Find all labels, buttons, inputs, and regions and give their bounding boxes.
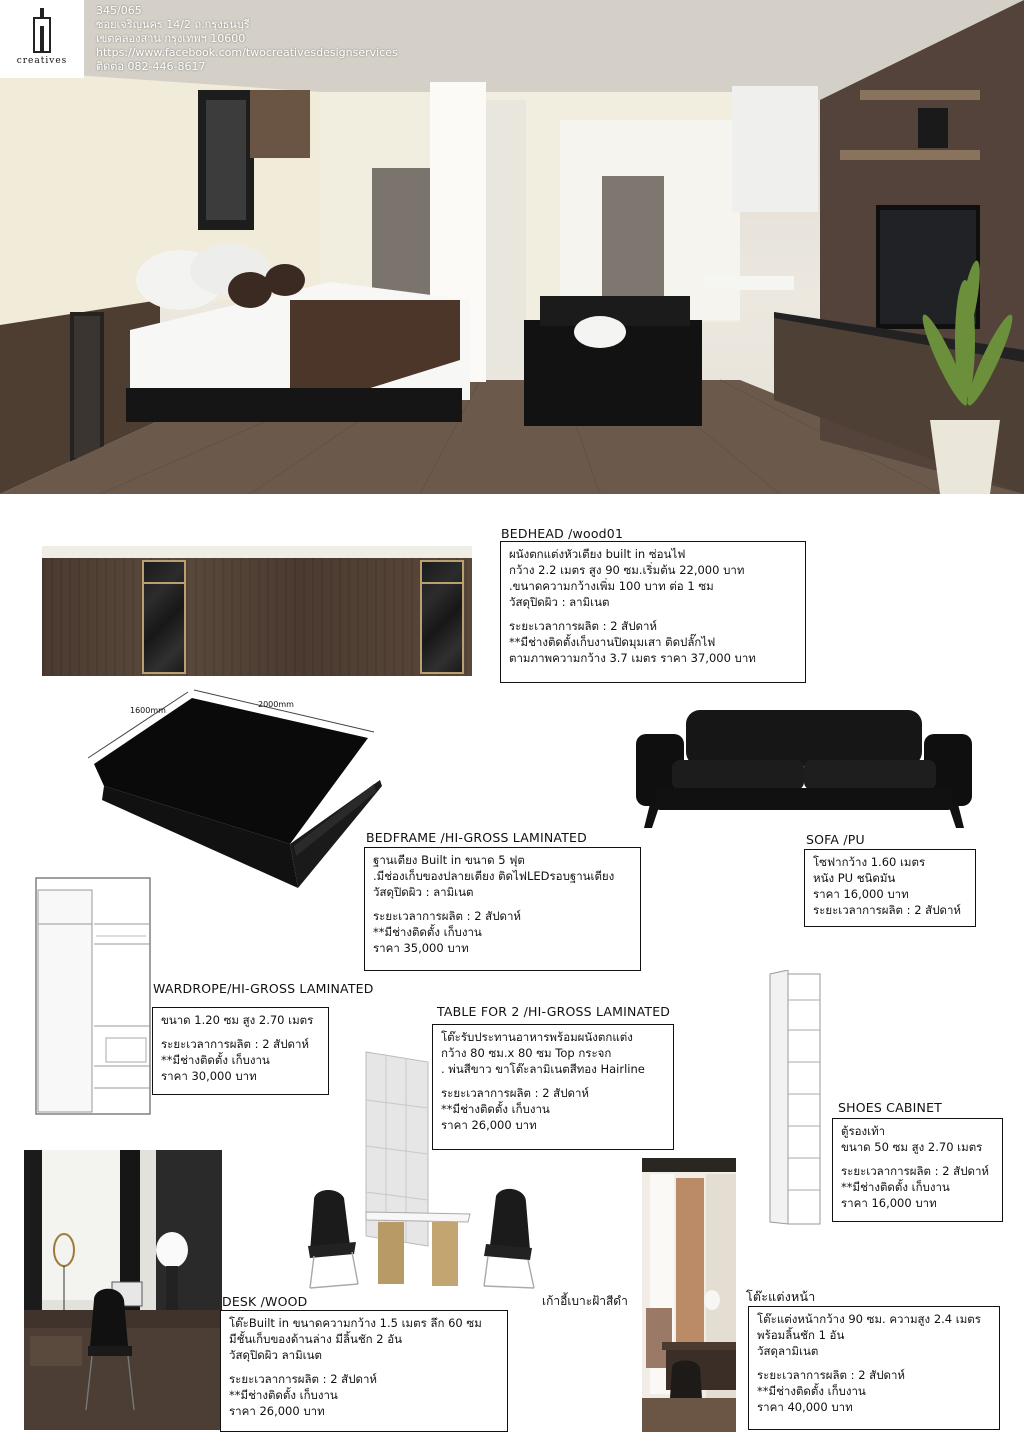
- sofa-icon: [636, 704, 972, 830]
- dining-set-image: [300, 1046, 540, 1292]
- bedframe-width-label: 1600mm: [130, 706, 166, 715]
- spec-line: ระยะเวลาการผลิต : 2 สัปดาห์: [757, 1368, 905, 1382]
- spec-line: โต๊ะรับประทานอาหารพร้อมผนังตกแต่ง: [441, 1030, 633, 1044]
- shoes-cabinet-drawing: [768, 970, 824, 1228]
- phone-line: ติดต่อ 082-446-8617: [96, 60, 206, 73]
- spec-line: **มีช่างติดตั้ง เก็บงาน: [757, 1384, 866, 1398]
- spec-line: ฐานเตียง Built in ขนาด 5 ฟุต: [373, 853, 525, 867]
- bedhead-panel-image: [42, 546, 472, 676]
- spec-line: **มีช่างติดตั้งเก็บงานปิดมุมเสา ติดปลั๊กไฟ: [509, 635, 716, 649]
- spec-line: ราคา 16,000 บาท: [841, 1196, 937, 1210]
- spec-line: โต๊ะแต่งหน้ากว้าง 90 ซม. ความสูง 2.4 เมตร: [757, 1312, 981, 1326]
- desk-spec-box: [220, 1310, 508, 1432]
- bedframe-length-label: 2000mm: [258, 700, 294, 709]
- spec-line: **มีช่างติดตั้ง เก็บงาน: [161, 1053, 270, 1067]
- wardrobe-title: WARDROPE/HI-GROSS LAMINATED: [153, 981, 374, 996]
- tower-logo-icon: [28, 8, 56, 54]
- bedframe-drawing: [84, 676, 384, 894]
- spec-line: กว้าง 2.2 เมตร สูง 90 ซม.เริ่มต้น 22,000 บาท: [509, 563, 745, 577]
- bedhead-title: BEDHEAD /wood01: [501, 526, 624, 541]
- bedframe-3d-icon: [84, 676, 384, 894]
- spec-line: โต๊ะBuilt in ขนาดความกว้าง 1.5 เมตร ลึก 60 ซม: [229, 1316, 482, 1330]
- spec-line: ราคา 26,000 บาท: [229, 1404, 325, 1418]
- spec-line: ระยะเวลาการผลิต : 2 สัปดาห์: [161, 1037, 309, 1051]
- spec-line: ผนังตกแต่งหัวเตียง built in ซ่อนไฟ: [509, 547, 686, 561]
- bedhead-spec-box: [500, 541, 806, 683]
- spec-line: ตามภาพความกว้าง 3.7 เมตร ราคา 37,000 บาท: [509, 651, 756, 665]
- spec-line: **มีช่างติดตั้ง เก็บงาน: [373, 925, 482, 939]
- dining-table-icon: [300, 1046, 540, 1292]
- spec-line: วัสดุปิดผิว : ลามิเนต: [509, 595, 610, 609]
- desk-title: DESK /WOOD: [222, 1294, 308, 1309]
- address-line-3: เขตคลองสาน กรุงเทพฯ 10600: [96, 32, 246, 45]
- wardrobe-icon: [34, 876, 154, 1116]
- shoes-cabinet-spec-box: [832, 1118, 1003, 1222]
- desk-render: [24, 1150, 222, 1430]
- spec-line: .มีช่องเก็บของปลายเตียง ติดไฟLEDรอบฐานเตียง: [373, 869, 615, 883]
- spec-line: **มีช่างติดตั้ง เก็บงาน: [441, 1102, 550, 1116]
- spec-line: ระยะเวลาการผลิต : 2 สัปดาห์: [373, 909, 521, 923]
- spec-line: **มีช่างติดตั้ง เก็บงาน: [229, 1388, 338, 1402]
- shoes-cabinet-title: SHOES CABINET: [838, 1100, 943, 1115]
- spec-line: ตู้รองเท้า: [841, 1124, 886, 1138]
- spec-line: กว้าง 80 ซม.x 80 ซม Top กระจก: [441, 1046, 612, 1060]
- table-title: TABLE FOR 2 /HI-GROSS LAMINATED: [437, 1004, 671, 1019]
- vanity-photo: [642, 1158, 736, 1432]
- address-line-1: 345/065: [96, 4, 142, 17]
- spec-line: หนัง PU ชนิดมัน: [813, 871, 896, 885]
- spec-line: ระยะเวลาการผลิต : 2 สัปดาห์: [841, 1164, 989, 1178]
- spec-line: พร้อมลิ้นชัก 1 อัน: [757, 1328, 845, 1342]
- bedframe-spec-box: [364, 847, 641, 971]
- spec-line: ราคา 30,000 บาท: [161, 1069, 257, 1083]
- wardrobe-drawing: [34, 876, 154, 1116]
- vanity-title: โต๊ะแต่งหน้า: [746, 1289, 816, 1304]
- sofa-title: SOFA /PU: [806, 832, 865, 847]
- spec-line: **มีช่างติดตั้ง เก็บงาน: [841, 1180, 950, 1194]
- address-line-2: ซอยเจริญนคร 14/2 ถ.กรุงธนบุรี: [96, 18, 250, 31]
- bedframe-title: BEDFRAME /HI-GROSS LAMINATED: [366, 830, 587, 845]
- bedroom-render: [0, 0, 1024, 494]
- spec-line: ราคา 26,000 บาท: [441, 1118, 537, 1132]
- spec-line: มีชั้นเก็บของด้านล่าง มีลิ้นชัก 2 อัน: [229, 1332, 403, 1346]
- contact-info: [96, 4, 398, 74]
- room-render-image: [0, 0, 1024, 494]
- facebook-link[interactable]: https://www.facebook.com/twocreativesdesignservices: [96, 46, 398, 59]
- spec-line: ระยะเวลาการผลิต : 2 สัปดาห์: [229, 1372, 377, 1386]
- chair-caption: เก้าอี้เบาะฝ้าสีดำ: [542, 1294, 628, 1308]
- vanity-render: [642, 1158, 736, 1432]
- spec-line: วัสดุปิดผิว : ลามิเนต: [373, 885, 474, 899]
- spec-line: ระยะเวลาการผลิต : 2 สัปดาห์: [813, 903, 961, 917]
- desk-photo: [24, 1150, 222, 1430]
- spec-line: วัสดุลามิเนต: [757, 1344, 819, 1358]
- spec-line: . พ่นสีขาว ขาโต๊ะลามิเนตสีทอง Hairline: [441, 1062, 645, 1076]
- sofa-image: [636, 704, 972, 830]
- vanity-spec-box: [748, 1306, 1000, 1430]
- spec-line: ขนาด 50 ซม สูง 2.70 เมตร: [841, 1140, 983, 1154]
- spec-line: ระยะเวลาการผลิต : 2 สัปดาห์: [509, 619, 657, 633]
- spec-line: ขนาด 1.20 ซม สูง 2.70 เมตร: [161, 1013, 314, 1027]
- spec-line: ราคา 40,000 บาท: [757, 1400, 853, 1414]
- spec-line: ราคา 16,000 บาท: [813, 887, 909, 901]
- spec-line: .ขนาดความกว้างเพิ่ม 100 บาท ต่อ 1 ซม: [509, 579, 714, 593]
- spec-line: ราคา 35,000 บาท: [373, 941, 469, 955]
- sofa-spec-box: [804, 849, 976, 927]
- logo-text: creatives: [16, 56, 68, 66]
- shoe-cabinet-icon: [768, 970, 824, 1228]
- spec-line: ระยะเวลาการผลิต : 2 สัปดาห์: [441, 1086, 589, 1100]
- company-logo: [0, 0, 84, 78]
- spec-line: โซฟากว้าง 1.60 เมตร: [813, 855, 926, 869]
- spec-line: วัสดุปิดผิว ลามิเนต: [229, 1348, 322, 1362]
